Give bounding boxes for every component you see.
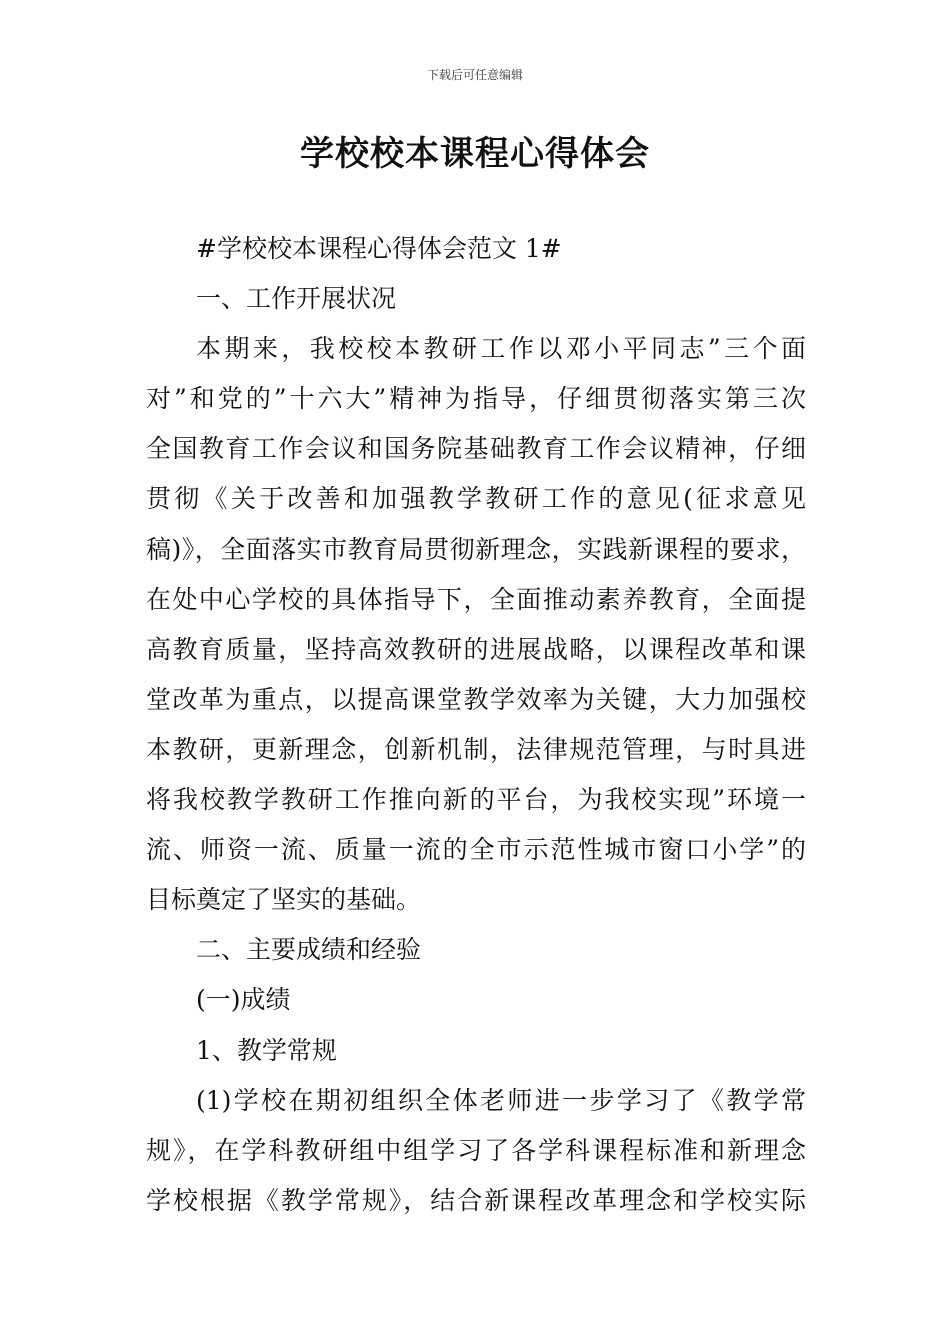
body-text-line: 规》，在学科教研组中组学习了各学科课程标准和新理念 [146, 1135, 806, 1165]
body-text-line: 贯彻《关于改善和加强教学教研工作的意见(征求意见 [146, 484, 806, 514]
document-body [146, 224, 806, 1226]
body-text-line: 将我校教学教研工作推向新的平台，为我校实现”环境一 [146, 785, 806, 815]
body-text-line: 对”和党的”十六大”精神为指导，仔细贯彻落实第三次 [146, 384, 806, 414]
page-header-note: 下载后可任意编辑 [426, 68, 523, 82]
body-text-line: 稿)》，全面落实市教育局贯彻新理念，实践新课程的要求， [146, 534, 806, 564]
body-text-line: 在处中心学校的具体指导下，全面推动素养教育，全面提 [146, 584, 806, 614]
body-text-line: 流、师资一流、质量一流的全市示范性城市窗口小学”的 [146, 835, 806, 865]
body-text-line: 本期来，我校校本教研工作以邓小平同志”三个面 [196, 334, 806, 364]
document-title: 学校校本课程心得体会 [300, 134, 650, 174]
body-text-line: 堂改革为重点，以提高课堂教学效率为关键，大力加强校 [146, 684, 806, 714]
body-text-line: 全国教育工作会议和国务院基础教育工作会议精神，仔细 [146, 434, 806, 464]
body-text-line: 学校根据《教学常规》，结合新课程改革理念和学校实际 [146, 1185, 806, 1215]
body-text-line: 本教研，更新理念，创新机制，法律规范管理，与时具进 [146, 734, 806, 764]
body-text-line: (1)学校在期初组织全体老师进一步学习了《教学常 [196, 1085, 806, 1115]
body-text-line: 1、教学常规 [196, 1035, 337, 1065]
body-text-line: 高教育质量，坚持高效教研的进展战略，以课程改革和课 [146, 634, 806, 664]
body-text-line: 目标奠定了坚实的基础。 [146, 885, 422, 915]
body-text-line: #学校校本课程心得体会范文 1# [196, 234, 562, 263]
body-text-line: 一、工作开展状况 [196, 284, 397, 314]
body-text-line: 二、主要成绩和经验 [196, 935, 422, 965]
body-text-line: (一)成绩 [196, 985, 291, 1015]
